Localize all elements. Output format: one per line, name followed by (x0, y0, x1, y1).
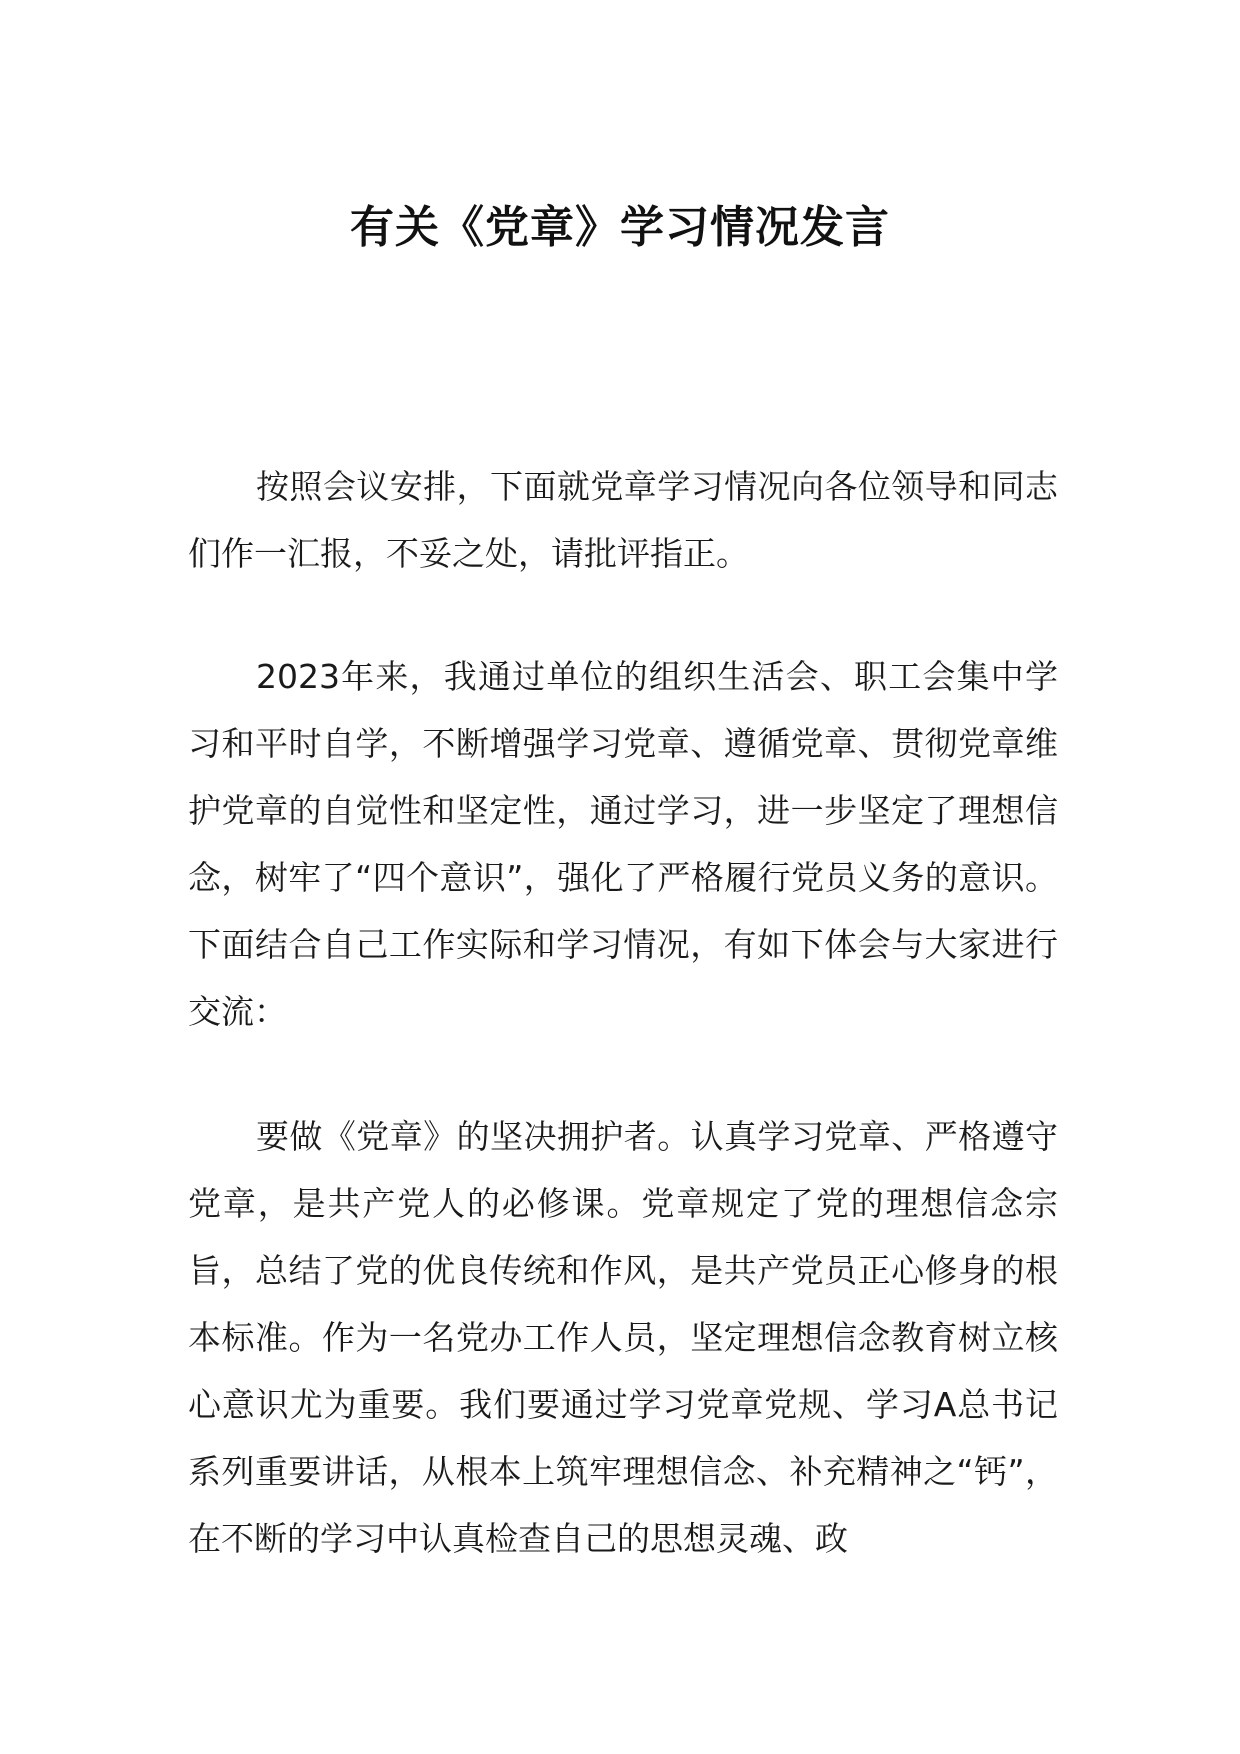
paragraph-2: 2023年来，我通过单位的组织生活会、职工会集中学习和平时自学，不断增强学习党章、遵循党章、贯彻党章维护党章的自觉性和坚定性，通过学习，进一步坚定了理想信念，树牢了“四个意识”，强化了严格履行党员义务的意识。下面结合自己工作实际和学习情况，有如下体会与大家进行交流： (188, 657, 1058, 1031)
document-title: 有关《党章》学习情况发言 (350, 202, 890, 253)
paragraph-1: 按照会议安排，下面就党章学习情况向各位领导和同志们作一汇报，不妥之处，请批评指正。 (188, 467, 1058, 573)
paragraph-3: 要做《党章》的坚决拥护者。认真学习党章、严格遵守党章，是共产党人的必修课。党章规定了党的理想信念宗旨，总结了党的优良传统和作风，是共产党员正心修身的根本标准。作为一名党办工作人员，坚定理想信念教育树立核心意识尤为重要。我们要通过学习党章党规、学习A总书记系列重要讲话，从根本上筑牢理想信念、补充精神之“钙”，在不断的学习中认真检查自己的思想灵魂、政 (188, 1117, 1058, 1558)
